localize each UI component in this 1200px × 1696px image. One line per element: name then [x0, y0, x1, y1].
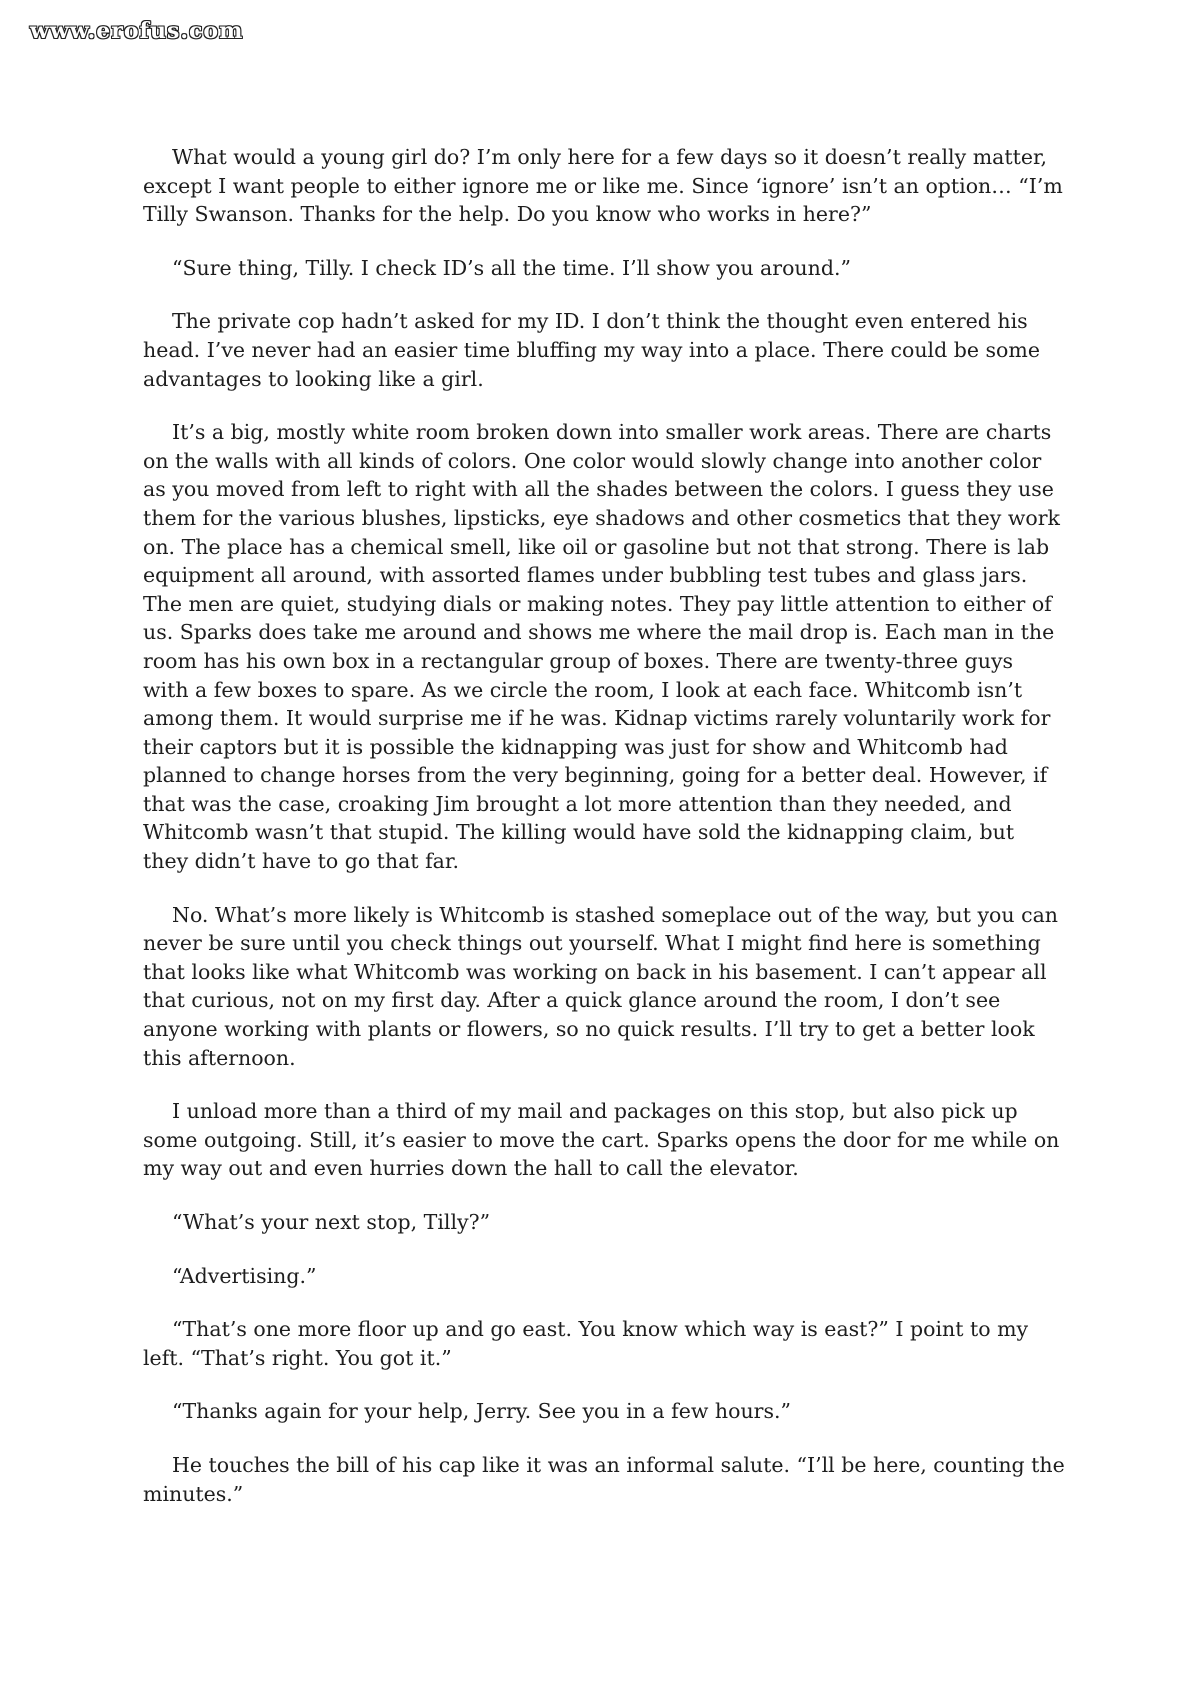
- watermark: www.erofus.com: [30, 18, 244, 44]
- paragraph-1: What would a young girl do? I’m only here for a few days so it doesn’t really matter, except I want people to either ignore me or like me. Since ‘ignore’ isn’t an option… “I’m Tilly Swanson. Thanks for the help. Do you know who works in here?”: [143, 145, 1063, 227]
- paragraph-9: “That’s one more floor up and go east. You know which way is east?” I point to my left. “That’s right. You got it.”: [143, 1317, 1029, 1370]
- paragraph-5: No. What’s more likely is Whitcomb is stashed someplace out of the way, but you can never be sure until you check things out yourself. What I might find here is something that looks like what Whitcomb was working on back in his basement. I can’t appear all that curious, not on my first day. After a quick glance around the room, I don’t see anyone working with plants or flowers, so no quick results. I’ll try to get a better look this afternoon.: [143, 902, 1059, 1070]
- paragraph-11: He touches the bill of his cap like it was an informal salute. “I’ll be here, counting the minutes.”: [143, 1452, 1065, 1506]
- paragraph-10: “Thanks again for your help, Jerry. See you in a few hours.”: [172, 1399, 791, 1424]
- paragraph-7: “What’s your next stop, Tilly?”: [172, 1210, 491, 1234]
- paragraph-2: “Sure thing, Tilly. I check ID’s all the time. I’ll show you around.”: [172, 255, 851, 280]
- page-body: [143, 143, 1065, 1533]
- paragraph-8: “Advertising.”: [172, 1263, 317, 1288]
- paragraph-6: I unload more than a third of my mail and packages on this stop, but also pick up some outgoing. Still, it’s easier to move the cart. Sparks opens the door for me while on my way out and even hurries down the hall to call the elevator.: [143, 1099, 1060, 1181]
- paragraph-3: The private cop hadn’t asked for my ID. I don’t think the thought even entered his head. I’ve never had an easier time bluffing my way into a place. There could be some advantages to looking like a girl.: [143, 309, 1040, 391]
- paragraph-4: It’s a big, mostly white room broken down into smaller work areas. There are charts on the walls with all kinds of colors. One color would slowly change into another color as you moved from left to right with all the shades between the colors. I guess they use them for the various blushes, lipsticks, eye shadows and other cosmetics that they work on. The place has a chemical smell, like oil or gasoline but not that strong. There is lab equipment all around, with assorted flames under bubbling test tubes and glass jars. The men are quiet, studying dials or making notes. They pay little attention to either of us. Sparks does take me around and shows me where the mail drop is. Each man in the room has his own box in a rectangular group of boxes. There are twenty-three guys with a few boxes to spare. As we circle the room, I look at each face. Whitcomb isn’t among them. It would surprise me if he was. Kidnap victims rarely voluntarily work for their captors but it is possible the kidnapping was just for show and Whitcomb had planned to change horses from the very beginning, going for a better deal. However, if that was the case, croaking Jim brought a lot more attention than they needed, and Whitcomb wasn’t that stupid. The killing would have sold the kidnapping claim, but they didn’t have to go that far.: [143, 420, 1060, 874]
